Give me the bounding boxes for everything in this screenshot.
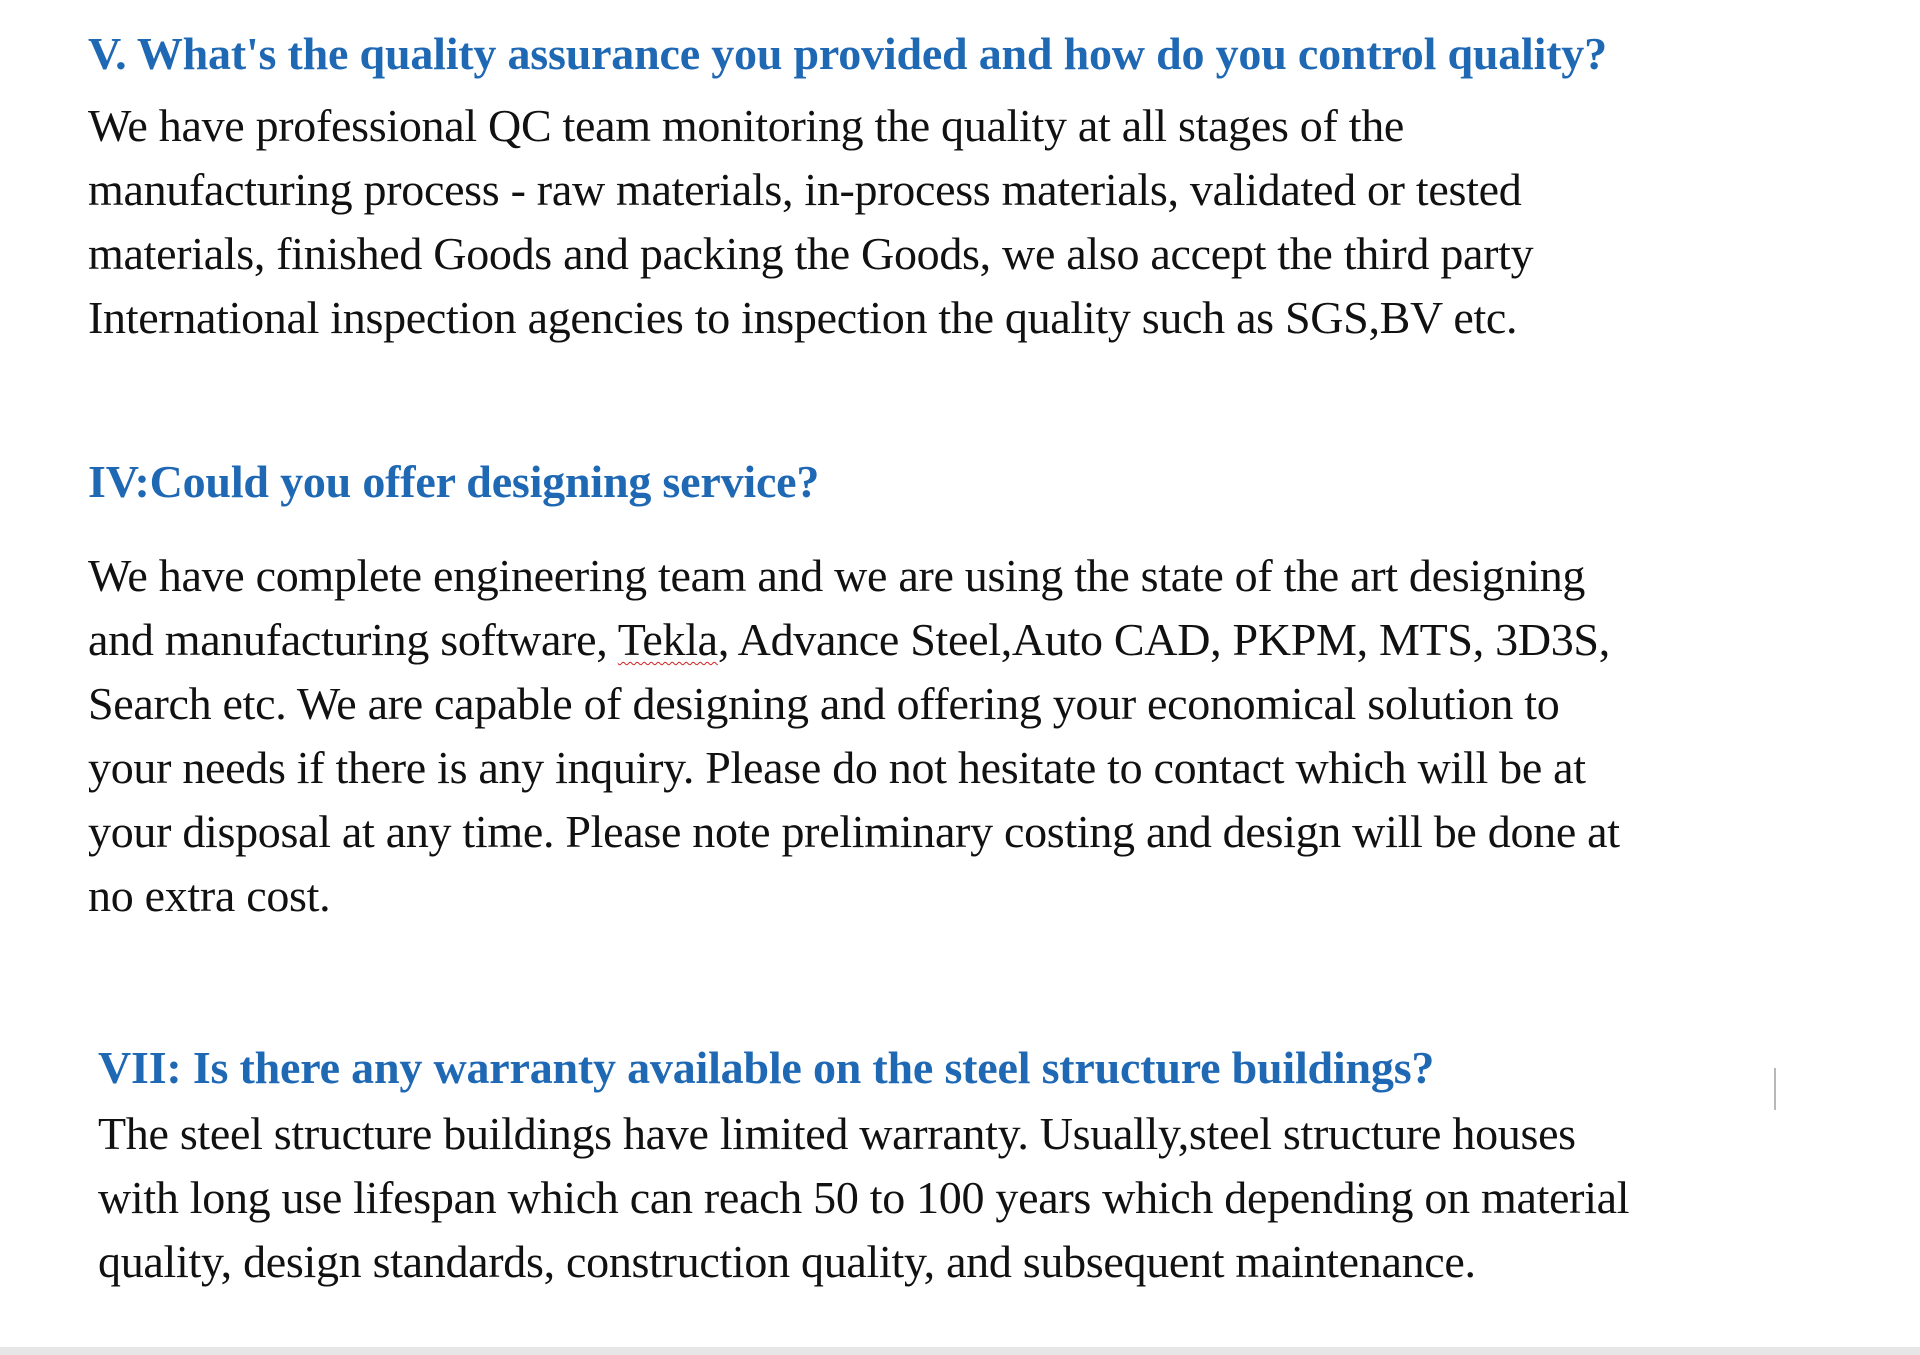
body-line: We have professional QC team monitoring the quality at all stages of the (88, 100, 1405, 151)
spellcheck-flagged-word[interactable]: Tekla (617, 614, 718, 665)
body-line: your needs if there is any inquiry. Please do not hesitate to contact which will be at (88, 742, 1586, 793)
body-line (88, 608, 1788, 672)
body-line: materials, finished Goods and packing the Goods, we also accept the third party (88, 228, 1534, 279)
section-heading: IV:Could you offer designing service? (88, 456, 820, 507)
section-heading: VII: Is there any warranty available on the steel structure buildings? (98, 1042, 1435, 1093)
section-body (98, 1102, 1798, 1294)
body-text-fragment: and manufacturing software, (88, 614, 618, 665)
body-line: Search etc. We are capable of designing and offering your economical solution to (88, 678, 1560, 729)
body-line: International inspection agencies to inspection the quality such as SGS,BV etc. (88, 292, 1518, 343)
section-body (88, 94, 1788, 350)
body-line: We have complete engineering team and we are using the state of the art designing (88, 550, 1586, 601)
section-heading: V. What's the quality assurance you provided and how do you control quality? (88, 28, 1607, 79)
body-line: no extra cost. (88, 870, 331, 921)
faq-section-design (88, 442, 1788, 928)
body-line: manufacturing process - raw materials, in-process materials, validated or tested (88, 164, 1522, 215)
body-line: The steel structure buildings have limited warranty. Usually,steel structure houses (98, 1108, 1576, 1159)
section-body (88, 544, 1788, 928)
body-line: your disposal at any time. Please note preliminary costing and design will be done at (88, 806, 1620, 857)
faq-section-warranty (98, 1028, 1798, 1294)
body-line: with long use lifespan which can reach 50 to 100 years which depending on material (98, 1172, 1630, 1223)
bottom-divider (0, 1347, 1920, 1355)
text-cursor (1774, 1068, 1776, 1110)
body-line: quality, design standards, construction quality, and subsequent maintenance. (98, 1236, 1476, 1287)
body-text-fragment: , Advance Steel,Auto CAD, PKPM, MTS, 3D3S, (717, 614, 1610, 665)
faq-section-quality (88, 14, 1788, 350)
